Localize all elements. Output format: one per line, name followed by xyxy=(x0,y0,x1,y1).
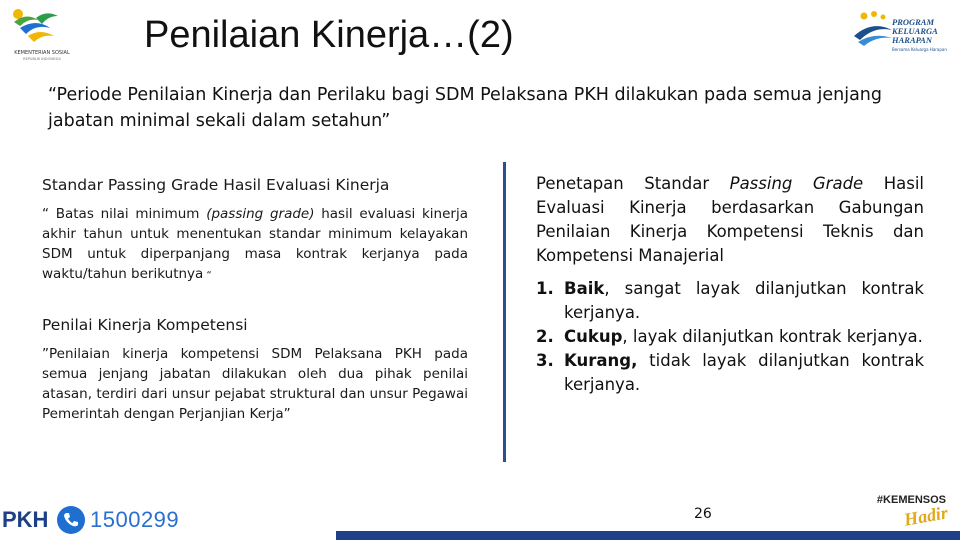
rating-description: , layak dilanjutkan kontrak kerjanya. xyxy=(622,327,923,346)
passing-grade-term: (passing grade) xyxy=(206,206,315,222)
passing-grade-text-open: “ Batas nilai minimum xyxy=(42,206,207,222)
pkh-logo-tagline: Bersama Keluarga Harapan xyxy=(892,47,947,52)
passing-grade-text-rest: hasil evaluasi kinerja akhir tahun untuk menentukan standar minimum kelayakan SDM untuk diperpanjang masa kontrak kerjanya pada waktu/tahun berikutnya xyxy=(42,206,468,282)
rating-number: 2. xyxy=(536,327,554,346)
kemensos-logo-icon xyxy=(6,6,78,50)
left-column xyxy=(42,174,468,424)
rating-description: , sangat layak dilanjutkan kontrak kerjanya. xyxy=(564,279,924,322)
passing-grade-heading: Standar Passing Grade Hasil Evaluasi Kinerja xyxy=(42,176,390,194)
rating-item-cukup xyxy=(536,325,924,349)
footer-bar xyxy=(336,531,960,540)
hadir-logo: Hadir xyxy=(902,502,950,530)
pkh-logo-line3: HARAPAN xyxy=(892,35,932,45)
assessor-heading: Penilai Kinerja Kompetensi xyxy=(42,316,248,334)
page-title: Penilaian Kinerja…(2) xyxy=(144,14,514,56)
hotline-number: 1500299 xyxy=(90,507,180,532)
rating-number: 3. xyxy=(536,351,554,370)
passing-grade-intro xyxy=(536,172,924,268)
pkh-label: PKH xyxy=(2,507,49,532)
passing-grade-text-close: “ xyxy=(203,270,212,281)
intro-passing-grade-term: Passing Grade xyxy=(729,174,864,193)
rating-label: Cukup xyxy=(564,327,623,346)
rating-list xyxy=(536,277,924,397)
rating-item-baik xyxy=(536,277,924,325)
kemensos-logo xyxy=(6,6,78,64)
intro-part-b: Hasil Evaluasi Kinerja berdasarkan Gabungan Penilaian Kinerja Kompetensi Teknis dan Kompetensi Manajerial xyxy=(536,174,924,265)
kemensos-subcaption: REPUBLIK INDONESIA xyxy=(23,57,61,61)
pkh-logo-line1: PROGRAM xyxy=(892,17,935,27)
rating-number: 1. xyxy=(536,279,554,298)
passing-grade-text xyxy=(42,204,468,286)
kemensos-caption: KEMENTERIAN SOSIAL xyxy=(14,50,70,56)
rating-item-kurang xyxy=(536,349,924,397)
rating-label: Baik xyxy=(564,279,605,298)
rating-label: Kurang, xyxy=(564,351,638,370)
assessor-text: ”Penilaian kinerja kompetensi SDM Pelaksana PKH pada semua jenjang jabatan dilakukan oleh dua pihak penilai atasan, terdiri dari unsur pejabat struktural dan unsur Pegawai Pemerintah dengan Perjanjian Kerja” xyxy=(42,346,468,422)
pkh-hotline xyxy=(2,506,182,536)
right-column xyxy=(536,172,924,397)
kemensos-hashtag: #KEMENSOS xyxy=(876,494,946,506)
intro-part-a: Penetapan Standar xyxy=(536,174,730,193)
phone-icon xyxy=(57,506,85,534)
pkh-logo-line2: KELUARGA xyxy=(892,26,938,36)
pkh-logo-icon xyxy=(852,10,892,50)
column-divider xyxy=(503,162,506,462)
pkh-logo xyxy=(852,4,952,66)
page-number: 26 xyxy=(694,506,712,522)
main-quote: “Periode Penilaian Kinerja dan Perilaku bagi SDM Pelaksana PKH dilakukan pada semua jenjang jabatan minimal sekali dalam setahun” xyxy=(48,85,883,131)
rating-description: tidak layak dilanjutkan kontrak kerjanya. xyxy=(564,351,924,394)
